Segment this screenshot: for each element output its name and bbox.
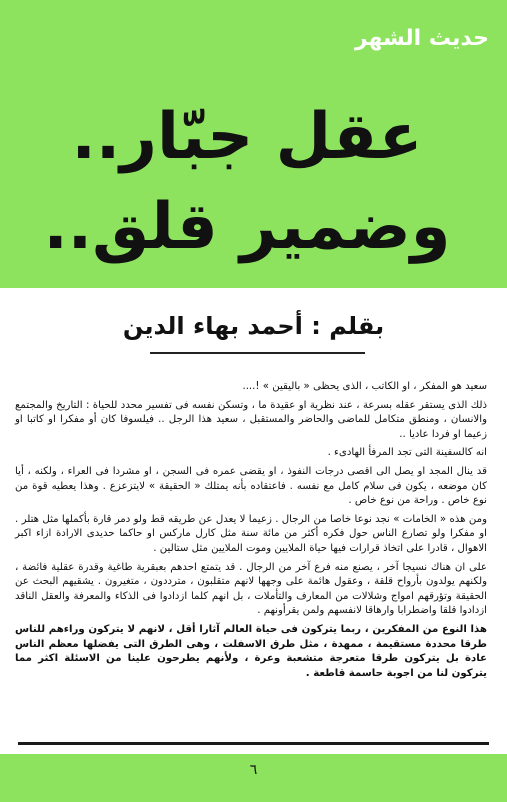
- article-paragraph-5: ومن هذه « الخامات » نجد نوعا خاصا من الرجال . زعيما لا يعدل عن طريقه قط ولو دمر قارة بأكملها مثل هتلر . او مفكرا ولو تصارع الناس حول فكره أكثر من مائة سنة مثل كارل ماركس او حاكما حديدى الارادة ازاء اكبر الاهوال ، قادرا على اتخاذ قرارات فيها حياة الملايين وموت الملايين مثل ستالين .: [15, 513, 487, 554]
- article-paragraph-3: انه كالسفينة التى تجد المرفأ الهادىء .: [327, 447, 487, 459]
- bottom-rule: [18, 742, 489, 745]
- section-logo: حديث الشهر: [354, 26, 489, 51]
- article-paragraph-4: قد ينال المجد او يصل الى اقصى درجات النفوذ ، او يقضى عمره فى السجن ، او مشردا فى العراء ، ولكنه ، أيا كان موضعه ، يكون فى سلام كامل مع نفسه . فاعتقاده بأنه يمتلك « الحقيقة » لايتزعزع . وهذا يعطيه قوة من نوع خاص . وراحة من نوع خاص .: [15, 465, 487, 507]
- article-body: [15, 380, 487, 685]
- article-paragraph-1: سعيد هو المفكر ، او الكاتب ، الذى يحظى « باليقين » !....: [242, 381, 487, 392]
- article-paragraph-6: على ان هناك نسيجا آخر ، يصنع منه فرع آخر من الرجال . قد يتمتع احدهم بعبقرية طاغية وقدرة عقلية فائضة ، ولكنهم يولدون بأرواح قلقة ، وعقول هائمة على وجهها لانهم متقلبون ، مترددون ، متغيرون . يشقيهم البحث عن الحقيقة وتؤرقهم امواج وشلالات من المعارف والتأملات ، بل انهم كلما ازدادوا فى الذكاء والمعرفة والعقل الناقد ازدادوا قلقا واضطرابا وارهاقا لانفسهم ولمن يقرأونهم .: [15, 561, 487, 617]
- byline: بقلم : أحمد بهاء الدين: [122, 312, 385, 340]
- headline-line-2: وضمير قلق..: [43, 190, 451, 264]
- headline-line-1: عقل جبّار..: [71, 100, 423, 174]
- headline: [27, 92, 467, 272]
- article-paragraph-2: ذلك الذى يستقر عقله بسرعة ، عند نظرية او عقيدة ما ، وتسكن نفسه فى تفسير محدد للحياة : التاريخ والمجتمع والانسان ، ومنطق متكامل للماضى والحاضر والمستقبل ، سعيد هذا الرجل .. فيلسوفا كان أو مفكرا او كاتبا او زعيما او فردا عاديا ..: [15, 399, 487, 440]
- page-number: ٦: [249, 762, 258, 778]
- byline-underline: [150, 352, 365, 354]
- article-paragraph-7: هذا النوع من المفكرين ، ربما يتركون فى حياة العالم آثارا أقل ، لانهم لا يتركون وراءهم للناس طرقا محددة مستقيمة ، ممهدة ، مثل طرق الاسفلت ، وهى الطرق التى يفضلها معظم الناس عادة بل يتركون طرقا متعرجة متشعبة وعرة ، ولأنهم يطرحون علينا من الاسئلة اكثر مما يتركون لنا من اجوبة حاسمة قاطعة .: [15, 623, 487, 679]
